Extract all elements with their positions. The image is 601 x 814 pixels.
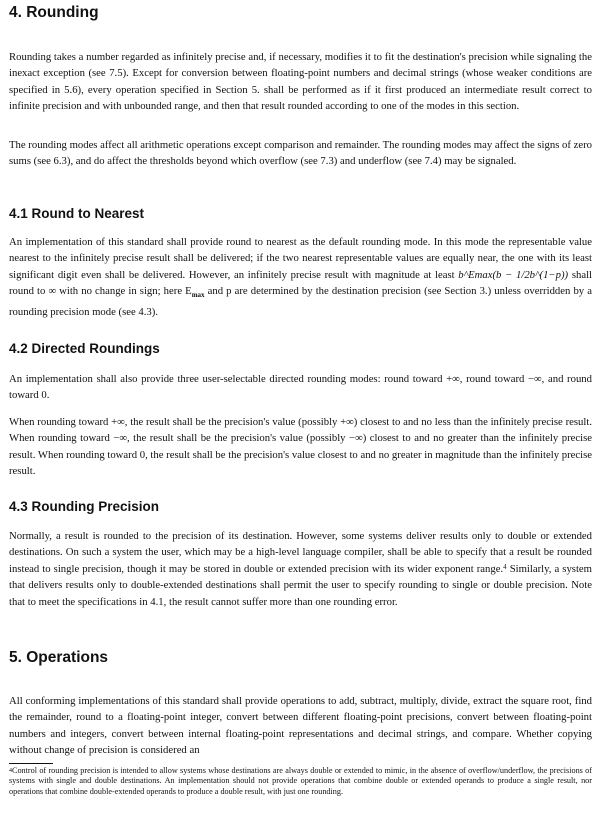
section-4-2-paragraph-2: When rounding toward +∞, the result shall be the precision's value (possibly +∞) closest to and no less than the infinitely precise result. When rounding toward −∞, the result shall be the precision's value (possibly −∞) closest to and no greater than the infinitely precise result. When rounding toward 0, the result shall be the precision's value closest to and no greater in magnitude than the infinitely precise result. <box>9 416 592 478</box>
section-5-paragraph: All conforming implementations of this standard shall provide operations to add, subtract, multiply, divide, extract the square root, find the remainder, round to a floating-point integer, convert between different floating-point precisions, convert between floating-point numbers and integers, convert between internal floating-point representations and decimal strings, and compare. Whether copying without change of precision is considered an <box>9 695 592 757</box>
section-4-1-text-c: and p are determined by the destination precision (see Section 3.) unless overridden by a rounding precision mode (see 4.3). <box>9 285 592 318</box>
emax-subscript: max <box>191 291 205 300</box>
footnote-text: Control of rounding precision is intended to allow systems whose destinations are always double or extended to mimic, in the absence of overflow/underflow, the precisions of systems with single and double destinations. An implementation should not provide operations that combine double or extended operands to produce a single result, nor operations that combine double-extended operands to produce a double result, with just one rounding. <box>9 766 592 796</box>
section-4-3-heading: 4.3 Rounding Precision <box>9 499 160 514</box>
section-4-2-paragraph-1: An implementation shall also provide three user-selectable directed rounding modes: round toward +∞, round toward −∞, and round toward 0. <box>9 373 592 402</box>
footnote <box>9 766 592 797</box>
section-4-2-heading: 4.2 Directed Roundings <box>9 341 160 356</box>
overflow-threshold-formula: b^Emax(b − 1/2b^(1−p)) <box>458 268 569 281</box>
section-4-1-heading: 4.1 Round to Nearest <box>9 206 145 221</box>
footnote-divider <box>9 763 53 764</box>
section-4-1-text-a: An implementation of this standard shall provide round to nearest as the default rounding mode. In this mode the representable value nearest to the infinitely precise result shall be delivered; if the two nearest representable values are equally near, the one with its least significant digit even shall be delivered. However, an infinitely precise result with magnitude at least <box>9 236 592 281</box>
section-4-heading: 4. Rounding <box>9 4 99 21</box>
section-4-3-paragraph <box>9 528 592 610</box>
footnote-reference: 4 <box>503 562 507 571</box>
section-4-paragraph-2: The rounding modes affect all arithmetic operations except comparison and remainder. The rounding modes may affect the signs of zero sums (see 6.3), and do affect the thresholds beyond which overflow (see 7.3) and underflow (see 7.4) may be signaled. <box>9 139 592 168</box>
section-5-heading: 5. Operations <box>9 649 109 666</box>
section-4-1-paragraph <box>9 234 592 320</box>
section-4-1-text-b: shall round to ∞ with no change in sign; here E <box>9 268 593 298</box>
section-4-3-text-b: Similarly, a system that delivers results only to double-extended destinations shall permit the user to specify rounding to single or double precision. Note that to meet the specifications in 4.1, the result cannot suffer more than one rounding error. <box>9 562 592 608</box>
section-4-paragraph-1: Rounding takes a number regarded as infinitely precise and, if necessary, modifies it to fit the destination's precision while signaling the inexact exception (see 7.5). Except for conversion between floating-point numbers and decimal strings (whose weaker conditions are specified in 5.6), every operation specified in Section 5. shall be performed as if it first produced an intermediate result correct to infinite precision and with unbounded range, and then that result rounded according to one of the modes in this section. <box>9 51 592 113</box>
footnote-mark: 4 <box>9 768 12 774</box>
section-4-3-text-a: Normally, a result is rounded to the precision of its destination. However, some systems deliver results only to double or extended destinations. On such a system the user, which may be a high-level language compiler, shall be able to specify that a result be rounded instead to single precision, though it may be stored in double or extended precision with its wider exponent range. <box>9 530 592 575</box>
